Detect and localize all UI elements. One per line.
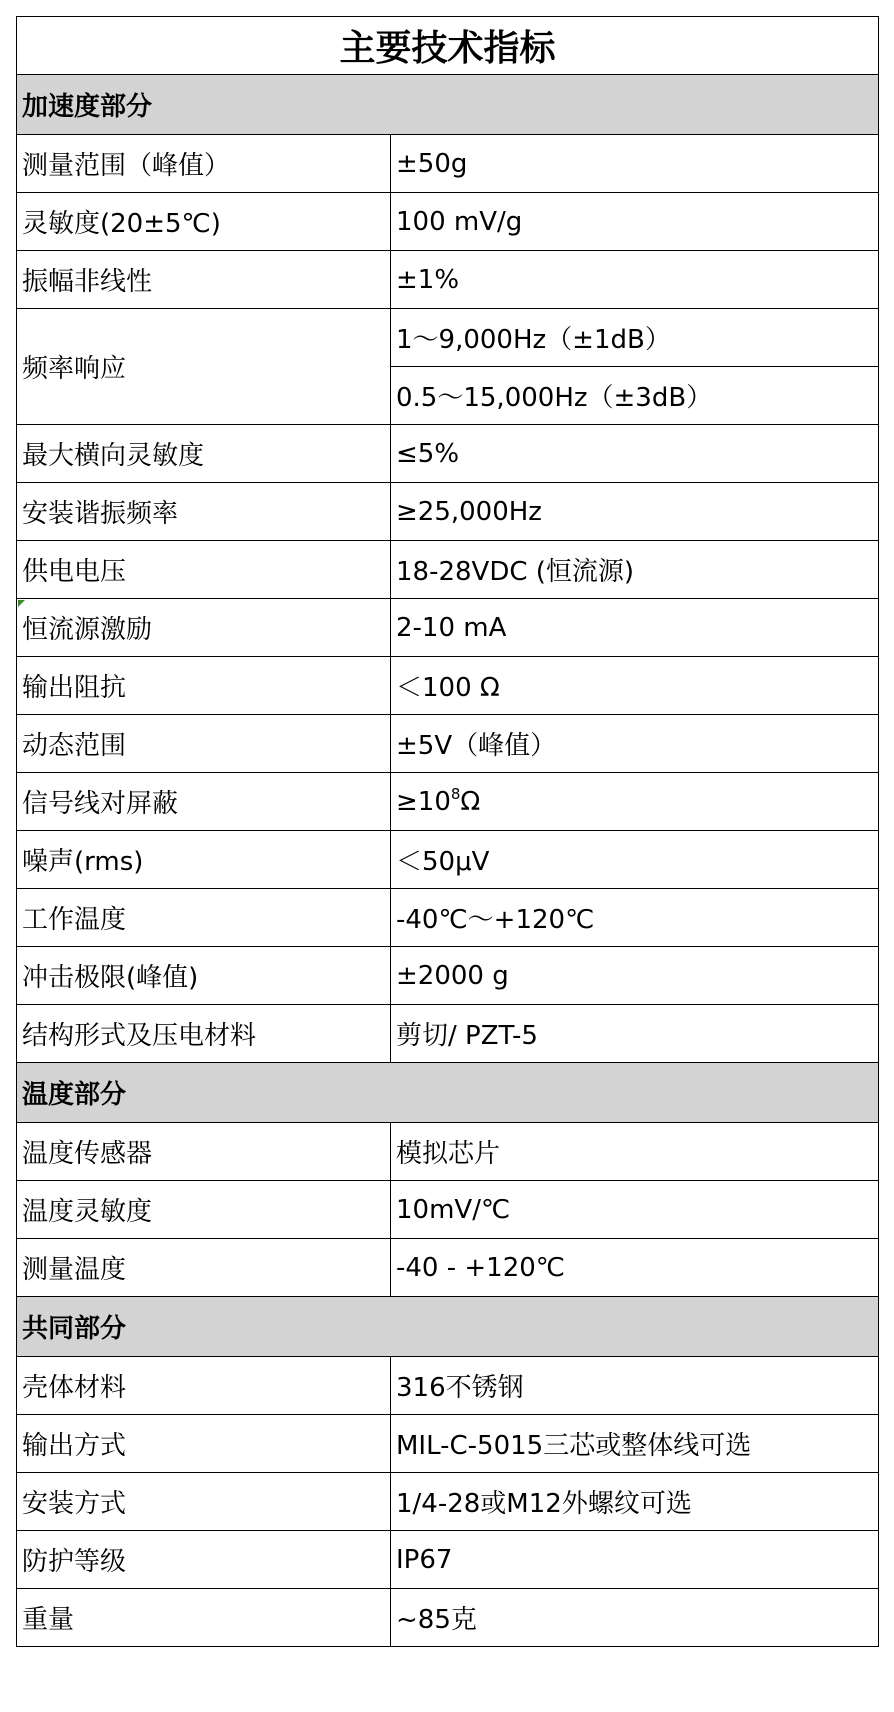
- param-value: [391, 1181, 879, 1239]
- param-label: 灵敏度(20±5℃): [17, 193, 391, 251]
- param-value-text: ≥25,000Hz: [396, 496, 542, 527]
- table-row: [17, 889, 879, 947]
- param-label: 重量: [17, 1589, 391, 1647]
- table-row: [17, 251, 879, 309]
- param-value: [391, 1005, 879, 1063]
- param-label: 安装谐振频率: [17, 483, 391, 541]
- param-value: [391, 773, 879, 831]
- param-label: 测量温度: [17, 1239, 391, 1297]
- section-row: [17, 1063, 879, 1123]
- param-value: [391, 947, 879, 1005]
- param-label: 供电电压: [17, 541, 391, 599]
- table-row: [17, 657, 879, 715]
- table-row: [17, 831, 879, 889]
- param-value: [391, 483, 879, 541]
- table-row: [17, 1123, 879, 1181]
- param-value: [391, 715, 879, 773]
- param-value: [391, 889, 879, 947]
- table-body: [17, 75, 879, 1647]
- param-value: [391, 135, 879, 193]
- table-row: [17, 1531, 879, 1589]
- table-row: [17, 425, 879, 483]
- param-value-text: 1～9,000Hz（±1dB）: [396, 325, 671, 355]
- param-label: 结构形式及压电材料: [17, 1005, 391, 1063]
- param-value-unit: Ω: [460, 786, 481, 817]
- param-value: [391, 1589, 879, 1647]
- param-value: [391, 599, 879, 657]
- table-row: [17, 1005, 879, 1063]
- table-row: [17, 599, 879, 657]
- param-value: [391, 1415, 879, 1473]
- param-value-text: 10mV/℃: [396, 1194, 511, 1225]
- table-row: [17, 715, 879, 773]
- param-value-text: 0.5～15,000Hz（±3dB）: [396, 383, 713, 413]
- param-label: 工作温度: [17, 889, 391, 947]
- table-row: [17, 1357, 879, 1415]
- param-label: 冲击极限(峰值): [17, 947, 391, 1005]
- param-value-text: -40℃～+120℃: [396, 905, 595, 935]
- param-value: [391, 831, 879, 889]
- table-row: [17, 1589, 879, 1647]
- param-label: 壳体材料: [17, 1357, 391, 1415]
- param-label: 信号线对屏蔽: [17, 773, 391, 831]
- section-row: [17, 75, 879, 135]
- section-header: 共同部分: [17, 1297, 879, 1357]
- spec-table: [16, 16, 879, 1647]
- param-value: [391, 425, 879, 483]
- table-row: [17, 1415, 879, 1473]
- param-label: 温度灵敏度: [17, 1181, 391, 1239]
- table-row: [17, 773, 879, 831]
- param-label: 输出方式: [17, 1415, 391, 1473]
- param-value: [391, 541, 879, 599]
- param-value-text: ±2000 g: [396, 960, 509, 991]
- table-title: 主要技术指标: [17, 17, 879, 75]
- param-label: 恒流源激励: [17, 599, 391, 657]
- param-value-text: 2-10 mA: [396, 612, 507, 643]
- param-value-text: ＜50μV: [396, 847, 490, 877]
- table-row: [17, 1181, 879, 1239]
- param-label: 防护等级: [17, 1531, 391, 1589]
- cell-comment-marker-icon: [18, 600, 25, 607]
- param-value: [391, 367, 879, 425]
- param-value-text: ≤5%: [396, 438, 460, 469]
- param-value: [391, 309, 879, 367]
- table-row: [17, 193, 879, 251]
- table-row: [17, 1473, 879, 1531]
- param-label: 最大横向灵敏度: [17, 425, 391, 483]
- param-value: [391, 1473, 879, 1531]
- param-label: 测量范围（峰值）: [17, 135, 391, 193]
- table-row: [17, 309, 879, 367]
- param-value-text: 模拟芯片: [396, 1139, 501, 1169]
- param-value-text: 1/4-28或M12外螺纹可选: [396, 1489, 692, 1519]
- section-header: 加速度部分: [17, 75, 879, 135]
- table-title-row: [17, 17, 879, 75]
- param-label: 噪声(rms): [17, 831, 391, 889]
- param-value: [391, 193, 879, 251]
- param-value-text: 100 mV/g: [396, 206, 523, 237]
- param-value-exponent: 8: [450, 784, 461, 803]
- param-label: 振幅非线性: [17, 251, 391, 309]
- param-value-text: -40 - +120℃: [396, 1252, 565, 1283]
- param-value-text: ±5V（峰值）: [396, 731, 557, 761]
- param-value-text: 18-28VDC (恒流源): [396, 557, 635, 587]
- param-value: [391, 657, 879, 715]
- param-value-text: ±1%: [396, 264, 460, 295]
- param-label: 温度传感器: [17, 1123, 391, 1181]
- param-value-text: ~85克: [396, 1605, 477, 1635]
- param-value-text: ≥10: [396, 786, 451, 817]
- param-value-text: MIL-C-5015三芯或整体线可选: [396, 1431, 752, 1461]
- table-row: [17, 135, 879, 193]
- table-row: [17, 1239, 879, 1297]
- param-value-text: 剪切/ PZT-5: [396, 1021, 538, 1051]
- table-row: [17, 483, 879, 541]
- param-value: [391, 251, 879, 309]
- section-row: [17, 1297, 879, 1357]
- param-value: [391, 1357, 879, 1415]
- param-value: [391, 1239, 879, 1297]
- param-value: [391, 1531, 879, 1589]
- param-value-text: 316不锈钢: [396, 1373, 524, 1403]
- param-value-text: ＜100 Ω: [396, 673, 500, 703]
- param-label: 动态范围: [17, 715, 391, 773]
- param-value: [391, 1123, 879, 1181]
- section-header: 温度部分: [17, 1063, 879, 1123]
- param-value-text: IP67: [396, 1544, 453, 1575]
- param-value-text: ±50g: [396, 148, 468, 179]
- table-row: [17, 947, 879, 1005]
- table-row: [17, 541, 879, 599]
- param-label: 输出阻抗: [17, 657, 391, 715]
- param-label: 安装方式: [17, 1473, 391, 1531]
- param-label: 频率响应: [17, 309, 391, 425]
